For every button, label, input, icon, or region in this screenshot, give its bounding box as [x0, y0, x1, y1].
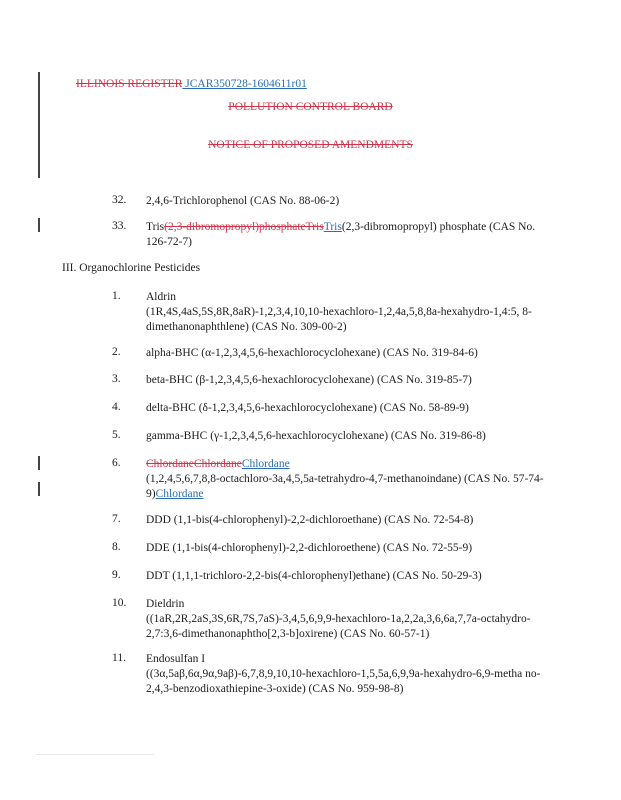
item-text: DDT (1,1,1-trichloro-2,2-bis(4-chlorophenyl)ethane) (CAS No. 50-29-3)	[146, 570, 482, 582]
change-bar	[38, 482, 40, 496]
item-number: 4.	[112, 401, 121, 413]
item-text: alpha-BHC (α-1,2,3,4,5,6-hexachlorocyclohexane) (CAS No. 319-84-6)	[146, 347, 478, 359]
item-text: DDD (1,1-bis(4-chlorophenyl)-2,2-dichloroethane) (CAS No. 72-54-8)	[146, 514, 474, 526]
item-text: beta-BHC (β-1,2,3,4,5,6-hexachlorocyclohexane) (CAS No. 319-85-7)	[146, 374, 472, 386]
item-number: 3.	[112, 373, 121, 385]
item-text: delta-BHC (δ-1,2,3,4,5,6-hexachlorocyclohexane) (CAS No. 58-89-9)	[146, 402, 469, 414]
register-inserted: JCAR350728-1604611r01	[182, 78, 307, 90]
register-header	[76, 78, 621, 90]
item-text: DDE (1,1-bis(4-chlorophenyl)-2,2-dichloroethene) (CAS No. 72-55-9)	[146, 542, 473, 554]
item-number: 32.	[112, 194, 127, 206]
agency-name: POLLUTION CONTROL BOARD	[228, 101, 393, 113]
item-number: 11.	[112, 652, 126, 664]
section-heading: III. Organochlorine Pesticides	[62, 262, 201, 274]
item-text: Tris(2,3-dibromopropyl)phosphateTrisTris(2,3-dibromopropyl) phosphate (CAS No. 126-72-7)	[146, 221, 536, 248]
item-number: 10.	[112, 597, 127, 609]
item-number: 8.	[112, 541, 121, 553]
agency-header	[0, 101, 621, 113]
change-bar	[38, 456, 40, 470]
item-number: 7.	[112, 513, 121, 525]
item-text: Endosulfan I ((3α,5aβ,6α,9α,9aβ)-6,7,8,9,10,10-hexachloro-1,5,5a,6,9,9a-hexahydro-6,9-metha no-2,4,3-benzodioxathiepine-3-oxide) (CAS No. 959-98-8)	[146, 653, 541, 695]
item-number: 33.	[112, 220, 127, 232]
item-number: 6.	[112, 457, 121, 469]
item-text: 2,4,6-Trichlorophenol (CAS No. 88-06-2)	[146, 195, 340, 207]
notice-title: NOTICE OF PROPOSED AMENDMENTS	[208, 139, 413, 151]
change-bar	[38, 72, 40, 178]
item-text: Dieldrin ((1aR,2R,2aS,3S,6R,7S,7aS)-3,4,5,6,9,9-hexachloro-1a,2,2a,3,6,6a,7,7a-octahydro-2,7:3,6-dimethanonaphtho[2,3-b]oxirene) (CAS No. 60-57-1)	[146, 598, 531, 640]
item-text: gamma-BHC (γ-1,2,3,4,5,6-hexachlorocyclohexane) (CAS No. 319-86-8)	[146, 430, 486, 442]
item-number: 5.	[112, 429, 121, 441]
item-text: Aldrin (1R,4S,4aS,5S,8R,8aR)-1,2,3,4,10,10-hexachloro-1,2,4a,5,8,8a-hexahydro-1,4:5, 8-dimethanonaphthlene) (CAS No. 309-00-2)	[146, 291, 532, 333]
footer-rule	[36, 754, 154, 755]
notice-header	[0, 139, 621, 151]
register-deleted: ILLINOIS REGISTER	[76, 78, 183, 90]
item-number: 2.	[112, 346, 121, 358]
item-number: 9.	[112, 569, 121, 581]
change-bar	[38, 218, 40, 232]
item-number: 1.	[112, 290, 121, 302]
item-text: ChlordaneChlordaneChlordane (1,2,4,5,6,7,8,8-octachloro-3a,4,5,5a-tetrahydro-4,7-methanoindane) (CAS No. 57-74-9)Chlordane	[146, 458, 544, 500]
